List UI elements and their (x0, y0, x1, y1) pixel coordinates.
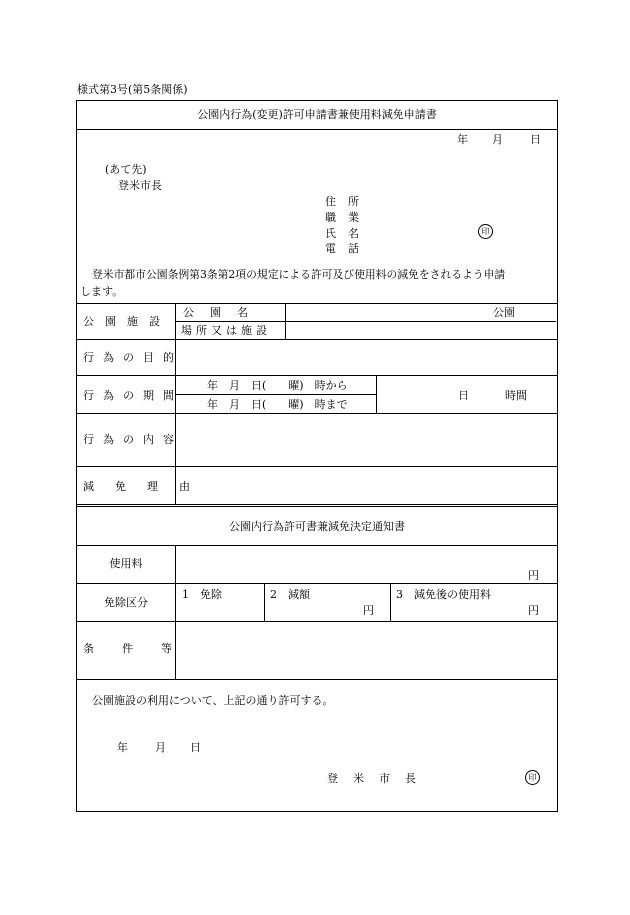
option-exemption: 1 免除 (182, 588, 222, 601)
divider (77, 679, 557, 680)
option-reduction: 2 減額 (270, 588, 310, 601)
divider (77, 506, 557, 507)
divider (77, 466, 557, 467)
permission-text: 公園施設の利用について、上記の通り許可する。 (92, 694, 334, 707)
divider (77, 339, 557, 340)
duration-day: 日 (458, 389, 469, 402)
usage-fee-label: 使用料 (109, 557, 143, 570)
permit-date-month: 月 (155, 741, 166, 754)
mayor-seal-icon: 印 (525, 770, 540, 785)
date-month: 月 (492, 133, 503, 146)
usage-fee-yen: 円 (528, 569, 539, 582)
park-suffix: 公園 (493, 306, 515, 319)
addressee-label: (あて先) (105, 163, 147, 176)
duration-hours: 時間 (505, 389, 527, 402)
divider (77, 545, 557, 546)
purpose-label: 行為の目的 (83, 351, 183, 364)
date-year: 年 (457, 133, 468, 146)
period-label: 行為の期間 (83, 389, 183, 402)
exemption-category-label: 免除区分 (104, 596, 148, 609)
phone-label: 電話 (325, 242, 371, 255)
place-or-facility-label: 場所又は施設 (181, 324, 271, 337)
divider (77, 621, 557, 622)
divider (77, 303, 557, 304)
divider (77, 375, 557, 376)
statement-line1: 登米市都市公園条例第3条第2項の規定による許可及び使用料の減免をされるよう申請 (92, 268, 506, 281)
content-label: 行為の内容 (83, 433, 183, 446)
divider (175, 303, 176, 505)
statement-line2: します。 (80, 285, 124, 298)
divider (77, 413, 557, 414)
fee-after-exemption-yen: 円 (528, 604, 539, 617)
permit-date-year: 年 (117, 741, 128, 754)
name-label: 氏名 (325, 227, 371, 240)
reduction-yen: 円 (363, 604, 374, 617)
park-facility-label: 公園施設 (83, 315, 171, 328)
divider (175, 545, 176, 679)
divider (176, 394, 376, 395)
divider (176, 321, 556, 322)
divider (264, 583, 265, 621)
date-day: 日 (530, 133, 541, 146)
mayor-label: 登米市長 (327, 772, 431, 785)
form-number: 様式第3号(第5条関係) (77, 83, 188, 96)
period-to: 年 月 日( 曜) 時まで (207, 398, 348, 411)
occupation-label: 職業 (325, 211, 371, 224)
address-label: 住所 (325, 195, 371, 208)
exemption-reason-label: 減免理由 (83, 480, 211, 493)
park-name-label: 公園名 (183, 306, 264, 319)
divider (77, 129, 557, 130)
permit-title: 公園内行為許可書兼減免決定通知書 (229, 520, 405, 533)
application-title: 公園内行為(変更)許可申請書兼使用料減免申請書 (197, 108, 437, 121)
divider (77, 504, 557, 505)
divider (376, 375, 377, 413)
addressee: 登米市長 (118, 179, 162, 192)
conditions-label: 条件等 (83, 642, 200, 655)
divider (77, 583, 557, 584)
permit-date-day: 日 (190, 741, 201, 754)
applicant-seal-icon: 印 (478, 224, 493, 239)
option-fee-after-exemption: 3 減免後の使用料 (396, 588, 491, 601)
divider (390, 583, 391, 621)
period-from: 年 月 日( 曜) 時から (207, 379, 348, 392)
